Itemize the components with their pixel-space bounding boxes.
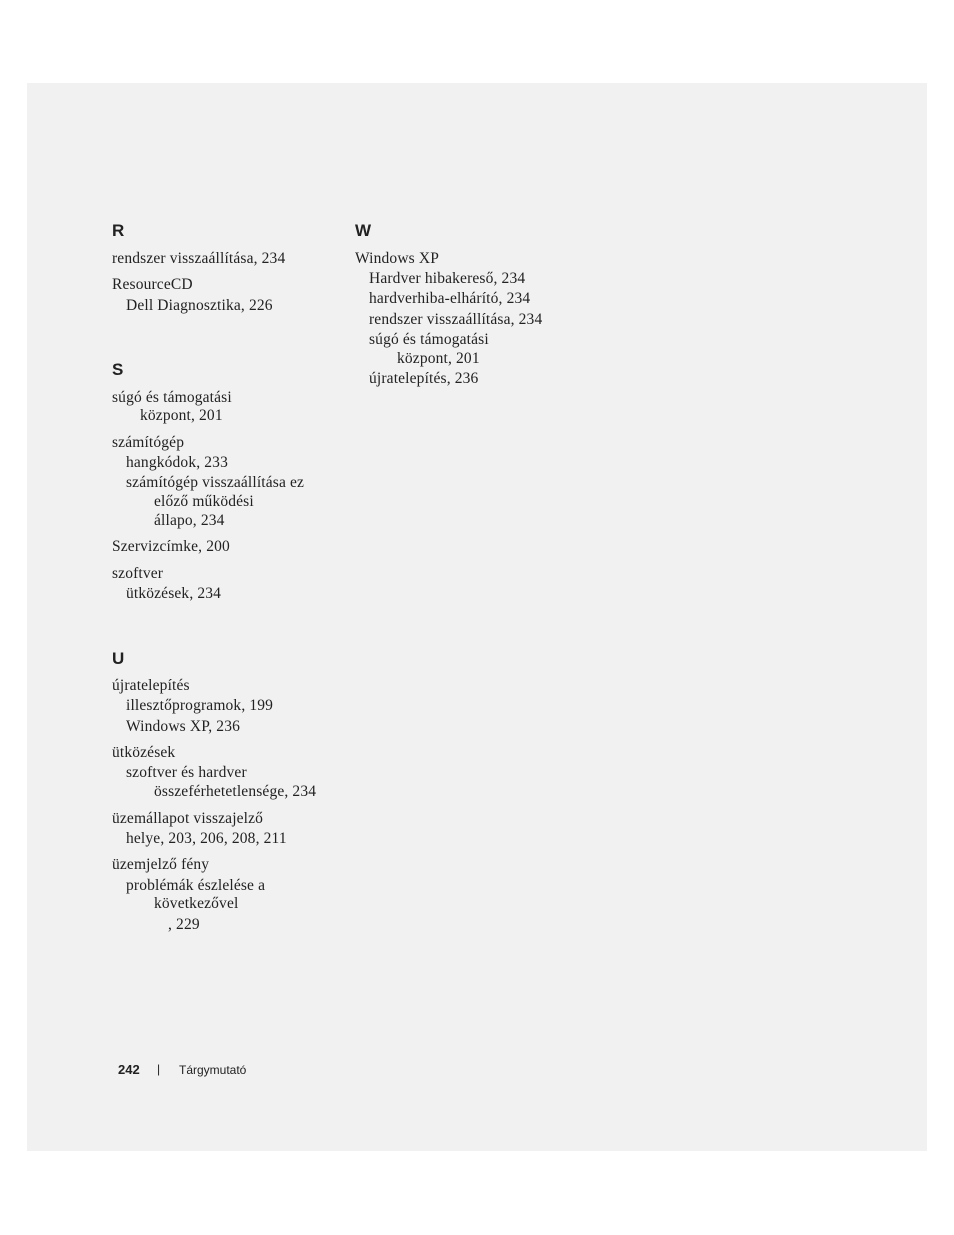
index-subentry-continuation: következővel [154, 895, 239, 912]
index-subentry: illesztőprogramok, 199 [126, 697, 274, 714]
index-subentry: problémák észlelése a [126, 877, 266, 894]
index-subentry-continuation: , 229 [168, 916, 200, 933]
index-page [27, 83, 927, 1151]
index-entry: Windows XP [355, 250, 439, 267]
index-entry: rendszer visszaállítása, 234 [112, 250, 286, 267]
index-subentry: Windows XP, 236 [126, 718, 241, 735]
index-entry: szoftver [112, 565, 164, 582]
section-letter-u: U [112, 649, 125, 668]
index-subentry-continuation: állapo, 234 [154, 512, 225, 529]
index-entry: újratelepítés [112, 677, 190, 694]
index-entry: üzemjelző fény [112, 856, 210, 873]
index-subentry: ütközések, 234 [126, 585, 222, 602]
index-subentry: hardverhiba-elhárító, 234 [369, 290, 531, 307]
index-subentry-continuation: központ, 201 [397, 350, 480, 367]
index-subentry: újratelepítés, 236 [369, 370, 479, 387]
index-entry: számítógép [112, 434, 185, 451]
index-subentry: hangkódok, 233 [126, 454, 228, 471]
index-entry: ütközések [112, 744, 176, 761]
index-entry: súgó és támogatási [112, 389, 232, 406]
index-subentry-continuation: előző működési [154, 493, 254, 510]
index-entry: Szervizcímke, 200 [112, 538, 230, 555]
index-subentry: számítógép visszaállítása ez [126, 474, 305, 491]
index-subentry: szoftver és hardver [126, 764, 247, 781]
index-subentry: súgó és támogatási [369, 331, 489, 348]
index-subentry: Dell Diagnosztika, 226 [126, 297, 273, 314]
index-entry: ResourceCD [112, 276, 193, 293]
index-subentry-continuation: összeférhetetlensége, 234 [154, 783, 317, 800]
index-subentry: rendszer visszaállítása, 234 [369, 311, 543, 328]
section-letter-w: W [355, 221, 372, 240]
index-subentry: Hardver hibakereső, 234 [369, 270, 526, 287]
index-entry-continuation: központ, 201 [140, 407, 223, 424]
footer-title: Tárgymutató [179, 1063, 247, 1077]
page-number: 242 [118, 1062, 140, 1077]
footer-separator: | [157, 1062, 161, 1076]
index-subentry: helye, 203, 206, 208, 211 [126, 830, 287, 847]
section-letter-s: S [112, 360, 124, 379]
index-entry: üzemállapot visszajelző [112, 810, 264, 827]
section-letter-r: R [112, 221, 125, 240]
